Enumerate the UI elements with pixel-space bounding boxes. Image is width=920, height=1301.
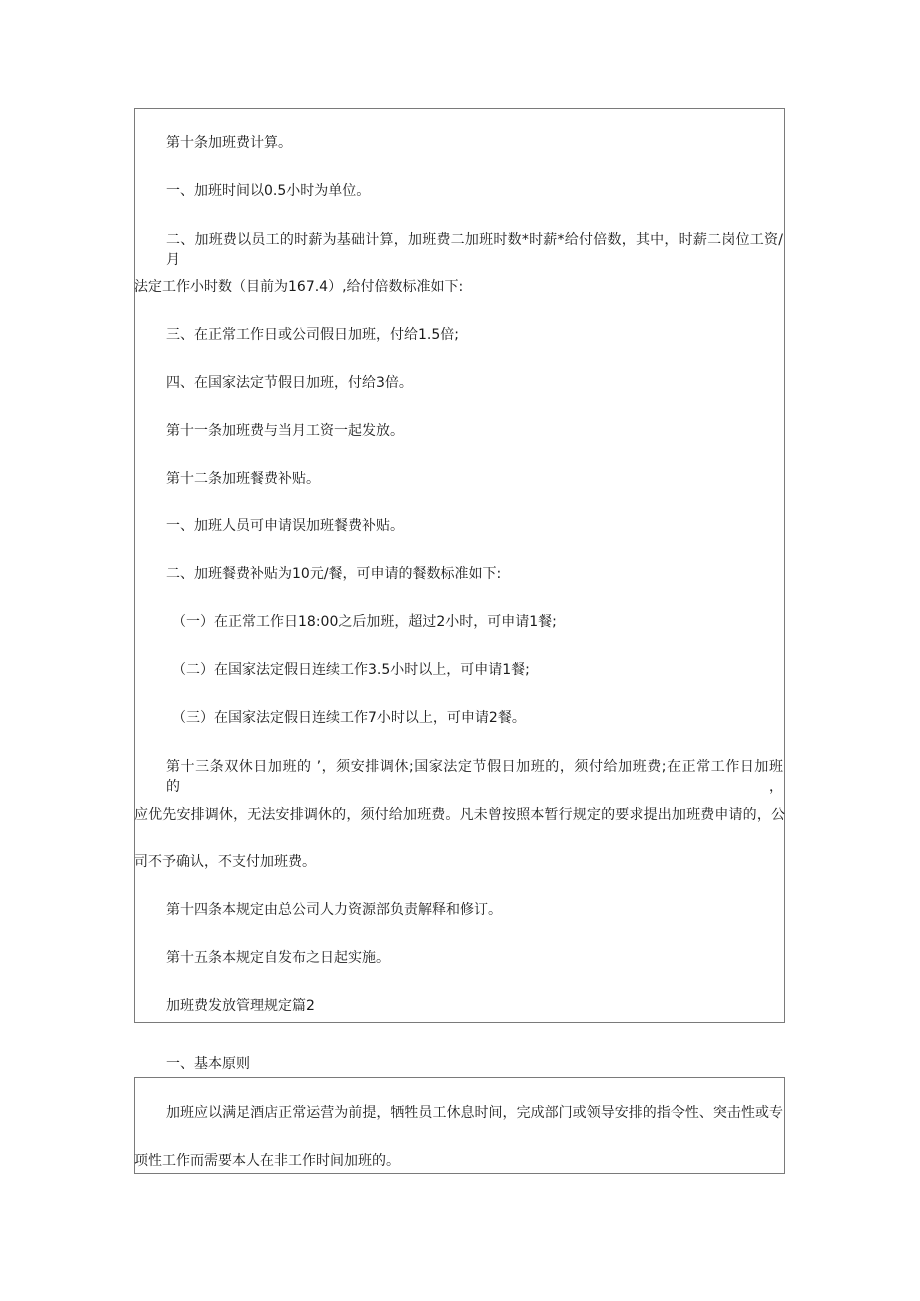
section-heading-part-2: 加班费发放管理规定篇2 bbox=[166, 998, 315, 1014]
sub-item-line: （二）在国家法定假日连续工作3.5小时以上，可申请1餐; bbox=[172, 662, 530, 678]
paragraph-line: 二、加班餐费补贴为10元/餐，可申请的餐数标准如下: bbox=[166, 566, 502, 582]
sub-item-line: （三）在国家法定假日连续工作7小时以上，可申请2餐。 bbox=[172, 710, 526, 726]
paragraph-line: 司不予确认，不支付加班费。 bbox=[134, 854, 316, 870]
paragraph-line: 二、加班费以员工的时薪为基础计算，加班费二加班时数*时薪*给付倍数，其中，时薪二岗位工资/月 bbox=[166, 232, 783, 268]
paragraph-line: 四、在国家法定节假日加班，付给3倍。 bbox=[166, 375, 413, 391]
paragraph-line: 法定工作小时数（目前为167.4）,给付倍数标准如下: bbox=[134, 279, 464, 295]
paragraph-line: 一、加班时间以0.5小时为单位。 bbox=[166, 183, 371, 199]
article-13-line: 第十三条双休日加班的 ’，须安排调休;国家法定节假日加班的，须付给加班费;在正常工作日加班的， bbox=[166, 759, 783, 795]
article-10-title: 第十条加班费计算。 bbox=[166, 135, 292, 151]
paragraph-line: 加班应以满足酒店正常运营为前提，牺牲员工休息时间，完成部门或领导安排的指令性、突击性或专 bbox=[166, 1105, 783, 1121]
article-14-title: 第十四条本规定由总公司人力资源部负责解释和修订。 bbox=[166, 902, 502, 918]
paragraph-line: 项性工作而需要本人在非工作时间加班的。 bbox=[134, 1153, 400, 1169]
sub-item-line: （一）在正常工作日18:00之后加班，超过2小时，可申请1餐; bbox=[172, 614, 557, 630]
paragraph-line: 三、在正常工作日或公司假日加班，付给1.5倍; bbox=[166, 327, 459, 343]
article-15-title: 第十五条本规定自发布之日起实施。 bbox=[166, 950, 390, 966]
article-11-title: 第十一条加班费与当月工资一起发放。 bbox=[166, 423, 404, 439]
basic-principle-heading: 一、基本原则 bbox=[166, 1056, 250, 1072]
paragraph-line: 应优先安排调休，无法安排调休的，须付给加班费。凡未曾按照本暂行规定的要求提出加班费申请的，公 bbox=[134, 807, 785, 823]
article-12-title: 第十二条加班餐费补贴。 bbox=[166, 471, 320, 487]
paragraph-line: 一、加班人员可申请误加班餐费补贴。 bbox=[166, 518, 404, 534]
